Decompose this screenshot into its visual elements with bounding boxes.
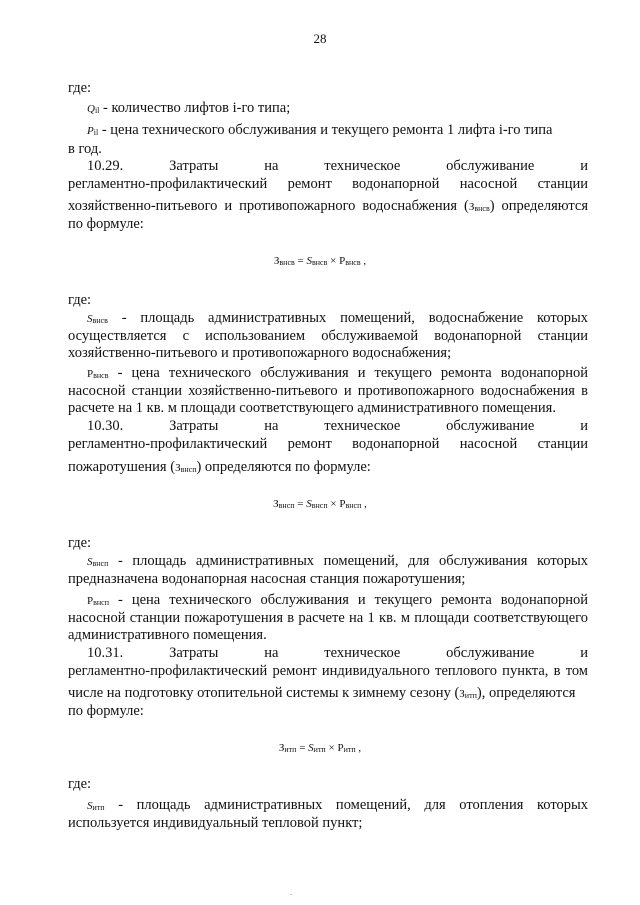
symbol-p-vnsv: Pвнсв	[87, 368, 109, 380]
symbol-s-vnsv: Sвнсв	[87, 313, 108, 325]
definition-p-vnsp-line1: Pвнсп - цена технического обслуживания и текущего ремонта водонапорной	[87, 592, 589, 608]
definition-s-vnsv-line3: хозяйственно-питьевого и противопожарного водоснабжения;	[68, 345, 452, 361]
definition-q: Qil - количество лифтов i-го типа;	[87, 100, 291, 116]
definition-p: Pil - цена технического обслуживания и текущего ремонта 1 лифта i-го типа	[87, 122, 553, 138]
paragraph-10-29-line3: хозяйственно-питьевого и противопожарного водоснабжения (Звнсв) определяются	[68, 198, 588, 214]
symbol-z-vnsv: Звнсв	[468, 201, 490, 213]
paragraph-10-31-line3: числе на подготовку отопительной системы к зимнему сезону (Зитп), определяются	[68, 685, 576, 701]
paragraph-10-29-line1: 10.29. Затраты на техническое обслуживание и	[87, 158, 588, 174]
paragraph-10-29-line4: по формуле:	[68, 216, 144, 232]
page-number: 28	[313, 31, 327, 46]
definition-p-vnsv-line3: расчете на 1 кв. м площади соответствующего административного помещения.	[68, 400, 556, 416]
symbol-q: Qil	[87, 103, 100, 115]
where-label: где:	[68, 80, 92, 96]
symbol-s-vnsp: Sвнсп	[87, 556, 109, 568]
definition-p-vnsv-line2: насосной станции хозяйственно-питьевого и противопожарного водоснабжения в	[68, 383, 588, 399]
bottom-mark: .	[290, 887, 293, 897]
definition-s-vnsp-line2: предназначена водонапорная насосная станция пожаротушения;	[68, 571, 466, 587]
definition-p-vnsv-line1: Pвнсв - цена технического обслуживания и текущего ремонта водонапорной	[87, 365, 589, 381]
formula-10-31: Зитп = Sитп × Pитп ,	[278, 742, 362, 754]
formula-10-29: Звнсв = Sвнсв × Pвнсв ,	[273, 255, 367, 267]
symbol-s-itp: Sитп	[87, 800, 105, 812]
paragraph-10-31-line2: регламентно-профилактический ремонт индивидуального теплового пункта, в том	[68, 663, 588, 679]
paragraph-10-30-line3: пожаротушения (Звнсп) определяются по формуле:	[68, 459, 371, 475]
definition-p-vnsp-line3: административного помещения.	[68, 627, 267, 643]
where-label-10-30: где:	[68, 535, 92, 551]
paragraph-10-30-line1: 10.30. Затраты на техническое обслуживание и	[87, 418, 588, 434]
symbol-z-vnsp: Звнсп	[175, 462, 197, 474]
definition-p-cont: в год.	[68, 141, 102, 157]
symbol-p-vnsp: Pвнсп	[87, 595, 110, 607]
definition-p-vnsp-line2: насосной станции пожаротушения в расчете на 1 кв. м площади соответствующего	[68, 610, 588, 626]
symbol-z-itp: Зитп	[459, 688, 477, 700]
formula-10-30: Звнсп = Sвнсп × Pвнсп ,	[273, 498, 367, 510]
definition-s-vnsp-line1: Sвнсп - площадь административных помещений, для обслуживания которых	[87, 553, 588, 569]
definition-s-vnsv-line2: осуществляется с использованием обслуживаемой водонапорной станции	[68, 328, 588, 344]
definition-s-vnsv-line1: Sвнсв - площадь административных помещений, водоснабжение которых	[87, 310, 588, 326]
paragraph-10-29-line2: регламентно-профилактический ремонт водонапорной насосной станции	[68, 176, 588, 192]
paragraph-10-30-line2: регламентно-профилактический ремонт водонапорной насосной станции	[68, 436, 588, 452]
definition-s-itp-line2: используется индивидуальный тепловой пункт;	[68, 815, 363, 831]
paragraph-10-31-line1: 10.31. Затраты на техническое обслуживание и	[87, 645, 588, 661]
symbol-p: Pil	[87, 125, 99, 137]
where-label-10-29: где:	[68, 292, 92, 308]
paragraph-10-31-line4: по формуле:	[68, 703, 144, 719]
where-label-10-31: где:	[68, 776, 92, 792]
definition-s-itp-line1: Sитп - площадь административных помещений, для отопления которых	[87, 797, 588, 813]
